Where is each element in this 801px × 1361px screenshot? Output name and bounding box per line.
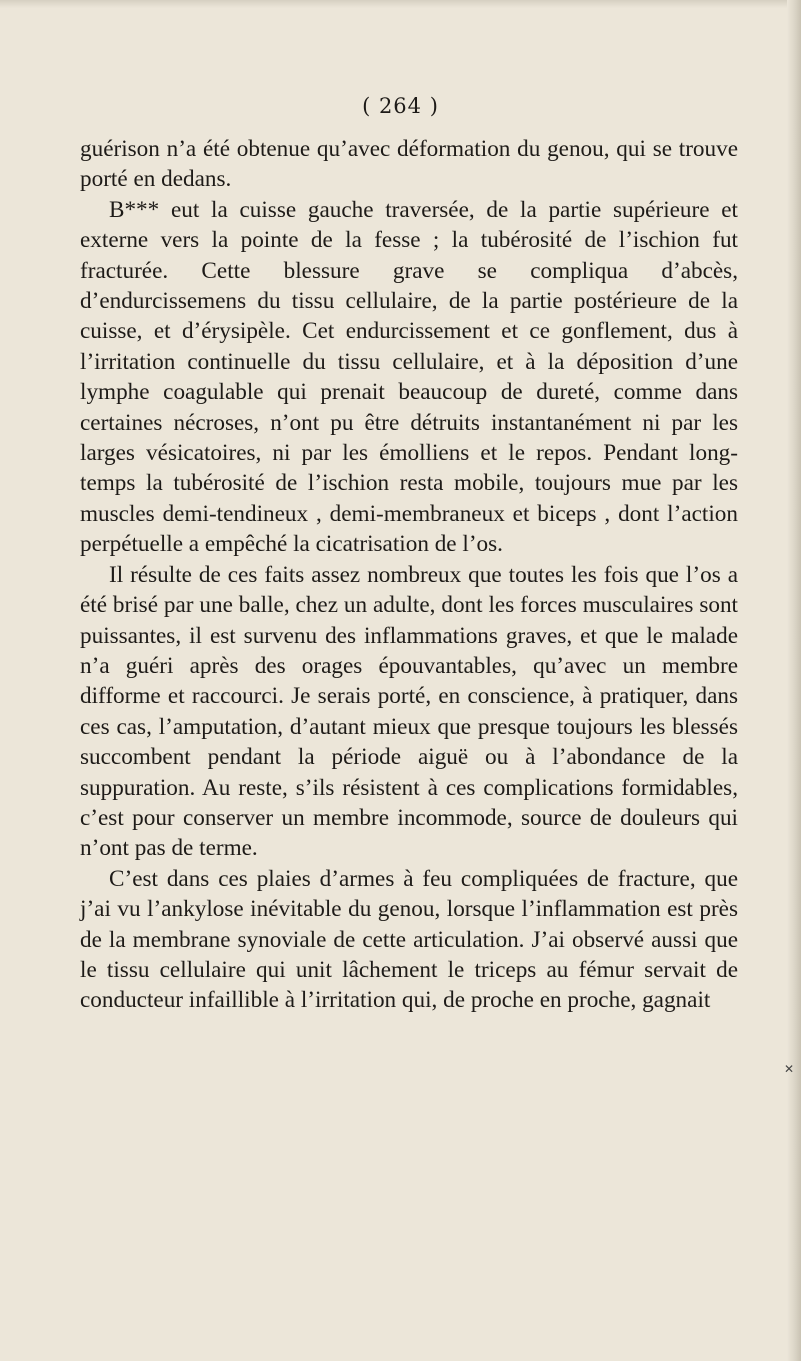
page-top-edge: [0, 0, 801, 8]
body-text: [80, 134, 738, 1016]
paragraph-ankylose: C’est dans ces plaies d’armes à feu compliquées de fracture, que j’ai vu l’ankylose inévitable du genou, lorsque l’inflammation est près de la membrane synoviale de cette articulation. J’ai observé aussi que le tissu cellulaire qui unit lâchement le triceps au fémur servait de conducteur infaillible à l’irritation qui, de proche en proche, gagnait: [80, 865, 738, 1014]
paragraph-case-b: B*** eut la cuisse gauche traversée, de la partie supérieure et externe vers la pointe de la fesse ; la tubérosité de l’ischion fut fracturée. Cette blessure grave se compliqua d’abcès, d’endurcissemens du tissu cellulaire, de la partie postérieure de la cuisse, et d’érysipèle. Cet endurcissement et ce gonflement, dus à l’irritation continuelle du tissu cellulaire, et à la déposition d’une lymphe coagulable qui prenait beaucoup de dureté, comme dans certaines nécroses, n’ont pu être détruits instantanément ni par les larges vésicatoires, ni par les émolliens et le repos. Pendant long-temps la tubérosité de l’ischion resta mobile, toujours mue par les muscles demi-tendineux , demi-membraneux et biceps , dont l’action perpétuelle a empêché la cicatrisation de l’os.: [80, 196, 738, 558]
page-right-edge: [787, 0, 801, 1361]
paragraph-continued: guérison n’a été obtenue qu’avec déformation du genou, qui se trouve porté en dedans.: [80, 136, 738, 193]
paragraph-conclusion: Il résulte de ces faits assez nombreux que toutes les fois que l’os a été brisé par une balle, chez un adulte, dont les forces musculaires sont puissantes, il est survenu des inflammations graves, et que le malade n’a guéri après des orages épouvantables, qu’avec un membre difforme et raccourci. Je serais porté, en conscience, à pratiquer, dans ces cas, l’amputation, d’autant mieux que presque toujours les blessés succombent pendant la période aiguë ou à l’abondance de la suppuration. Au reste, s’ils résistent à ces complications formidables, c’est pour conserver un membre incommode, source de douleurs qui n’ont pas de terme.: [80, 561, 738, 862]
margin-mark: ✕: [784, 1062, 795, 1076]
page-number-header: ( 264 ): [362, 94, 439, 118]
